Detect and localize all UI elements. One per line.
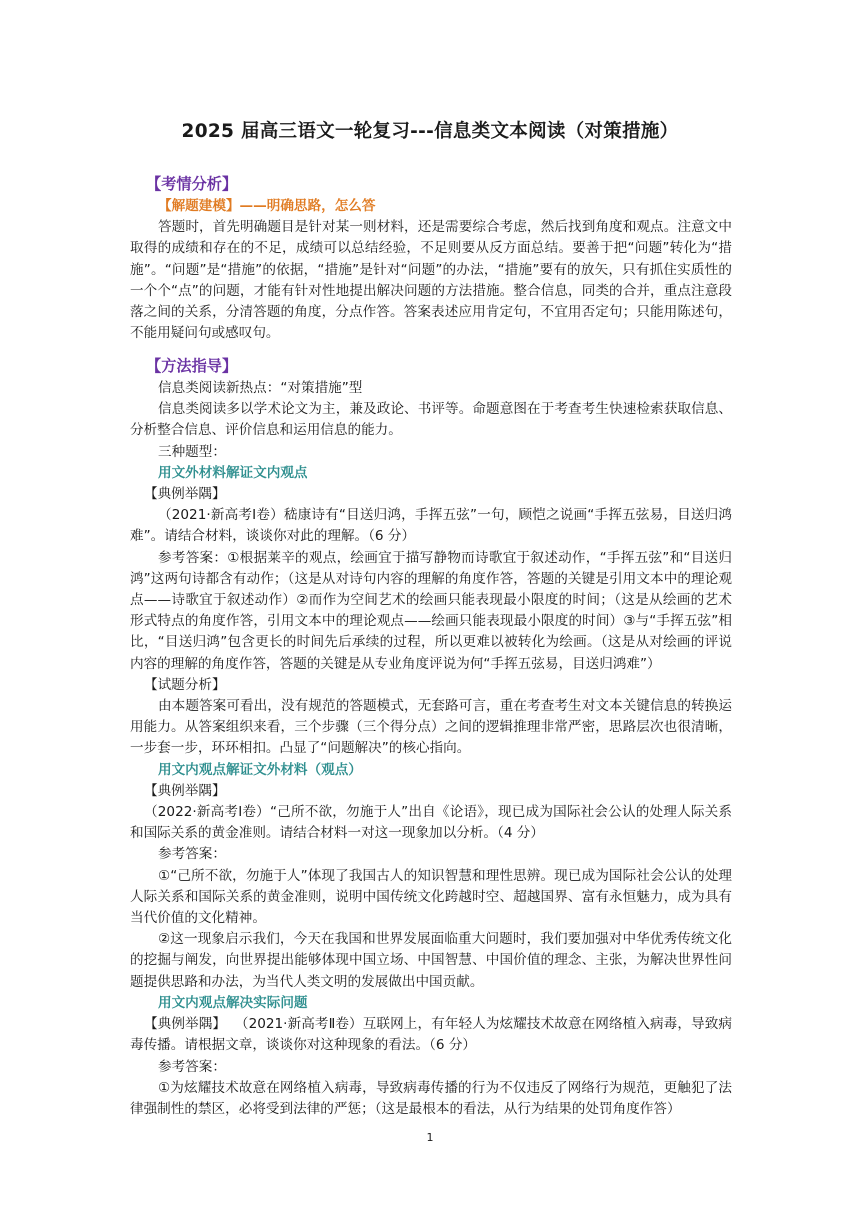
type1-example-label: 【典例举隅】 <box>144 486 226 503</box>
type3-example-label: 【典例举隅】 <box>144 1016 227 1033</box>
type1-title: 用文外材料解证文内观点 <box>158 464 308 481</box>
type3-question <box>130 1014 732 1056</box>
type2-answer-1: ①“己所不欲，勿施于人”体现了我国古人的知识智慧和理性思辨。现已成为国际社会公认的处理人际关系和国际关系的黄金准则，说明中国传统文化跨越时空、超越国界、富有永恒魅力，成为具有当代价值的文化精神。 <box>130 867 732 927</box>
type3-answer-label: 参考答案： <box>158 1058 226 1075</box>
type1-analysis: 由本题答案可看出，没有规范的答题模式，无套路可言，重在考查考生对文本关键信息的转换运用能力。从答案组织来看，三个步骤（三个得分点）之间的逻辑推理非常严密，思路层次也很清晰，一步套一步，环环相扣。凸显了“问题解决”的核心指向。 <box>130 698 732 757</box>
section-method-guide <box>130 354 732 1120</box>
type2-answer-label: 参考答案： <box>158 846 226 863</box>
section-exam-analysis <box>130 172 732 344</box>
subheading-modeling: 【解题建模】——明确思路，怎么答 <box>158 198 376 214</box>
type3-question-text: （2021·新高考Ⅱ卷）互联网上，有年轻人为炫耀技术故意在网络植入病毒，导致病毒传播。请根据文章，谈谈你对这种现象的看法。（6 分） <box>130 1016 732 1054</box>
type1-question: （2021·新高考Ⅰ卷）嵇康诗有“目送归鸿，手挥五弦”一句，顾恺之说画“手挥五弦易，目送归鸿难”。请结合材料，谈谈你对此的理解。（6 分） <box>130 507 732 545</box>
type1-answer: 参考答案：①根据莱辛的观点，绘画宜于描写静物而诗歌宜于叙述动作，“手挥五弦”和“目送归鸿”这两句诗都含有动作；（这是从对诗句内容的理解的角度作答，答题的关键是引用文本中的理论观点——诗歌宜于叙述动作）②而作为空间艺术的绘画只能表现最小限度的时间；（这是从绘画的艺术形式特点的角度作答，引用文本中的理论观点——绘画只能表现最小限度的时间）③与“手挥五弦”相比，“目送归鸿”包含更长的时间先后承续的过程，所以更难以被转化为绘画。（这是从对绘画的评说内容的理解的角度作答，答题的关键是从专业角度评说为何“手挥五弦易，目送归鸿难”） <box>130 549 732 672</box>
type2-example-label: 【典例举隅】 <box>144 782 226 799</box>
section-heading-exam-analysis: 【考情分析】 <box>146 175 238 193</box>
type3-title: 用文内观点解决实际问题 <box>158 994 308 1011</box>
paragraph-intro: 信息类阅读多以学术论文为主，兼及政论、书评等。命题意图在于考查考生快速检索获取信息、分析整合信息、评价信息和运用信息的能力。 <box>130 401 732 439</box>
paragraph-three-types: 三种题型： <box>158 443 226 460</box>
type2-title: 用文内观点解证文外材料（观点） <box>158 761 362 778</box>
paragraph-modeling: 答题时，首先明确题目是针对某一则材料，还是需要综合考虑，然后找到角度和观点。注意文中取得的成绩和存在的不足，成绩可以总结经验，不足则要从反方面总结。要善于把“问题”转化为“措施”。“问题”是“措施”的依据，“措施”是针对“问题”的办法，“措施”要有的放矢，只有抓住实质性的一个个“点”的问题，才能有针对性地提出解决问题的方法措施。整合信息，同类的合并，重点注意段落之间的关系，分清答题的角度，分点作答。答案表述应用肯定句，不宜用否定句；只能用陈述句，不能用疑问句或感叹句。 <box>130 219 732 342</box>
document-title: 2025 届高三语文一轮复习---信息类文本阅读（对策措施） <box>181 121 679 142</box>
type1-analysis-label: 【试题分析】 <box>144 676 226 693</box>
page-number: 1 <box>426 1131 434 1144</box>
type2-question: （2022·新高考Ⅰ卷）“己所不欲，勿施于人”出自《论语》，现已成为国际社会公认的处理人际关系和国际关系的黄金准则。请结合材料一对这一现象加以分析。（4 分） <box>130 804 732 842</box>
section-heading-method-guide: 【方法指导】 <box>146 357 238 375</box>
paragraph-hotspot: 信息类阅读新热点：“对策措施”型 <box>158 380 363 396</box>
type2-answer-2: ②这一现象启示我们，今天在我国和世界发展面临重大问题时，我们要加强对中华优秀传统文化的挖掘与阐发，向世界提出能够体现中国立场、中国智慧、中国价值的理念、主张，为解决世界性问题提供思路和办法，为当代人类文明的发展做出中国贡献。 <box>130 931 732 990</box>
type3-answer-1: ①为炫耀技术故意在网络植入病毒，导致病毒传播的行为不仅违反了网络行为规范，更触犯了法律强制性的禁区，必将受到法律的严惩；（这是最根本的看法，从行为结果的处罚角度作答） <box>130 1079 732 1117</box>
